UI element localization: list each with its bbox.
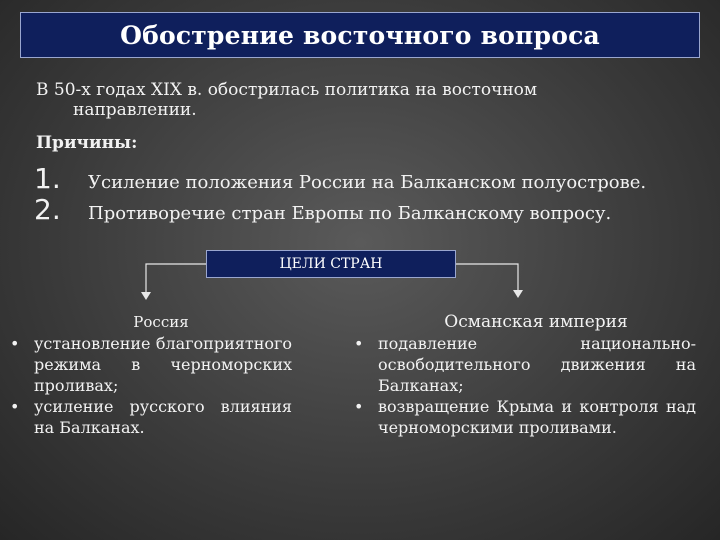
intro-line-1: В 50-х годах XIX в. обострилась политика на восточном <box>36 80 538 100</box>
list-item-text: установление благоприятного режима в черноморских проливах; <box>34 334 292 395</box>
russia-column <box>8 312 292 438</box>
list-item-text: подавление национально-освободительного движения на Балканах; <box>378 334 696 395</box>
goals-box <box>206 250 456 278</box>
intro-line-2: направлении. <box>73 100 197 120</box>
reason-number: 2. <box>34 193 61 226</box>
bullet-icon: • <box>10 334 20 353</box>
left-arrow-icon <box>141 292 151 300</box>
bullet-icon: • <box>354 334 364 353</box>
right-arrow-icon <box>513 290 523 298</box>
list-item-text: возвращение Крыма и контроля над черноморскими проливами. <box>378 397 696 437</box>
page-title: Обострение восточного вопроса <box>120 20 600 50</box>
reasons-heading: Причины: <box>36 133 138 153</box>
ottoman-heading: Османская империя <box>444 312 628 332</box>
bullet-icon: • <box>354 397 364 416</box>
ottoman-goals-list <box>352 333 696 438</box>
reason-text: Усиление положения России на Балканском полуострове. <box>88 172 647 193</box>
list-item <box>352 396 696 438</box>
right-connector-line <box>456 264 518 292</box>
russia-goals-list <box>8 333 292 438</box>
list-item <box>352 333 696 396</box>
reason-text: Противоречие стран Европы по Балканскому вопросу. <box>88 203 612 224</box>
bullet-icon: • <box>10 397 20 416</box>
list-item <box>8 396 292 438</box>
goals-label: ЦЕЛИ СТРАН <box>279 256 383 272</box>
russia-heading: Россия <box>133 313 189 331</box>
list-item-text: усиление русского влияния на Балканах. <box>34 397 292 437</box>
list-item <box>8 333 292 396</box>
left-connector-line <box>146 264 206 294</box>
ottoman-column <box>352 312 696 438</box>
reason-number: 1. <box>34 162 61 195</box>
